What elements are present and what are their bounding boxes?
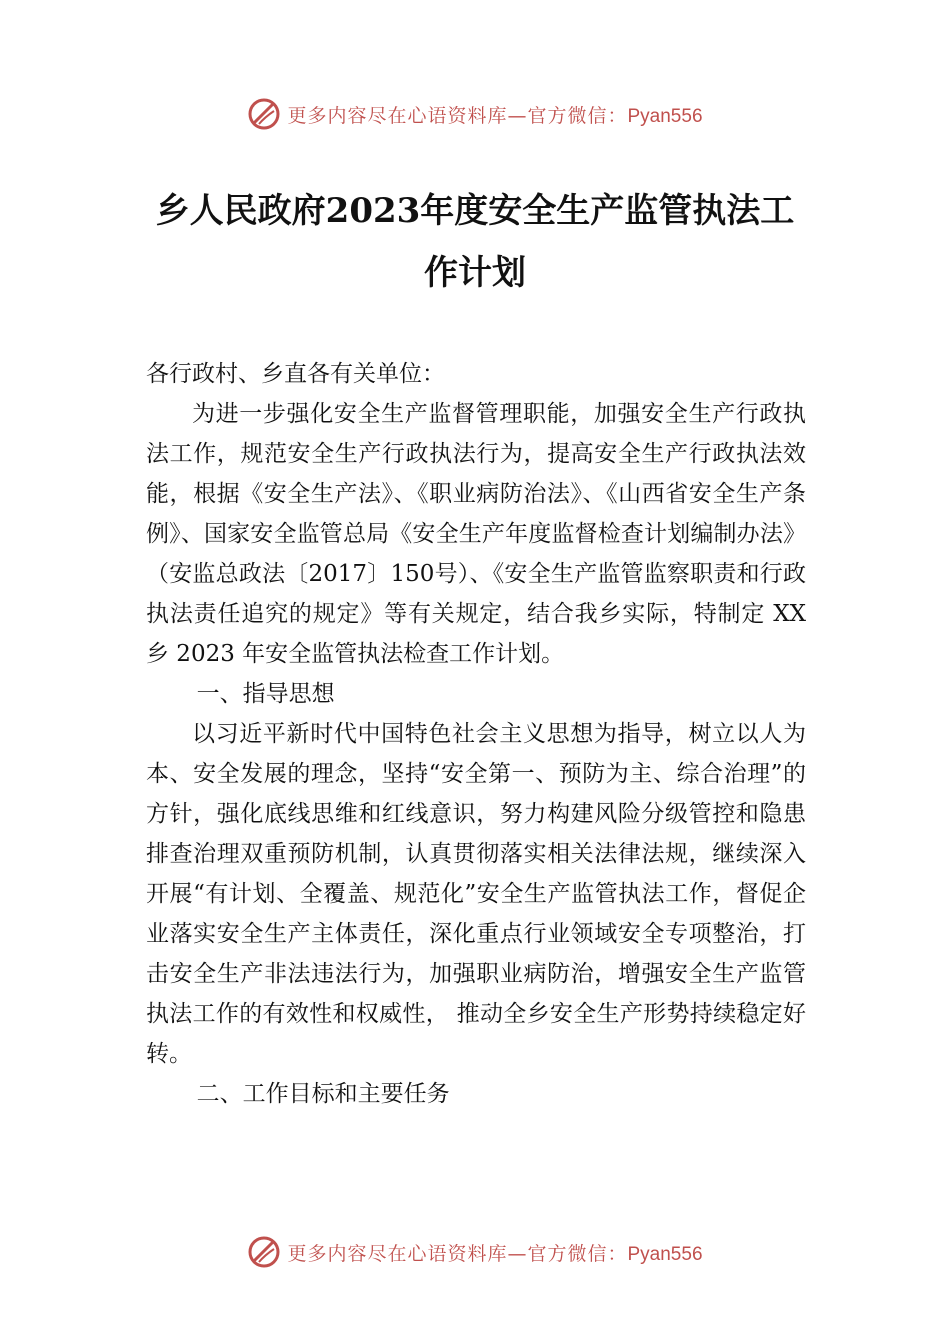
intro-paragraph: 为进一步强化安全生产监督管理职能，加强安全生产行政执法工作，规范安全生产行政执法行为，提高安全生产行政执法效能，根据《安全生产法》、《职业病防治法》、《山西省安全生产条例》、国家安全监管总局《安全生产年度监督检查计划编制办法》（安监总政法〔2017〕150号）、《安全生产监管监察职责和行政执法责任追究的规定》等有关规定，结合我乡实际，特制定 XX 乡 2023 年安全监管执法检查工作计划。 <box>146 401 806 667</box>
document-body <box>146 354 806 1114</box>
section-1-heading: 一、指导思想 <box>196 681 335 707</box>
section-1-paragraph: 以习近平新时代中国特色社会主义思想为指导，树立以人为本、安全发展的理念，坚持“安全第一、预防为主、综合治理”的方针，强化底线思维和红线意识，努力构建风险分级管控和隐患排查治理双重预防机制，认真贯彻落实相关法律法规，继续深入开展“有计划、全覆盖、规范化”安全生产监管执法工作，督促企业落实安全生产主体责任，深化重点行业领域安全专项整治，打击安全生产非法违法行为，加强职业病防治，增强安全生产监管执法工作的有效性和权威性， 推动全乡安全生产形势持续稳定好转。 <box>146 721 806 1067</box>
brush-logo-icon <box>247 1235 281 1269</box>
watermark-text <box>287 101 702 128</box>
wechat-id: Pyan556 <box>627 105 703 127</box>
watermark-banner-bottom <box>0 1232 950 1272</box>
brush-logo-icon <box>247 97 281 131</box>
watermark-label: 更多内容尽在心语资料库—官方微信： <box>287 104 628 127</box>
section-2-heading: 二、工作目标和主要任务 <box>196 1081 450 1107</box>
wechat-id: Pyan556 <box>627 1243 703 1265</box>
title-line-1: 乡人民政府2023年度安全生产监管执法工 <box>155 191 795 231</box>
salutation: 各行政村、乡直各有关单位： <box>146 361 445 387</box>
watermark-banner-top <box>0 94 950 134</box>
document-title <box>140 180 810 304</box>
title-line-2: 作计划 <box>424 253 526 293</box>
watermark-label: 更多内容尽在心语资料库—官方微信： <box>287 1242 628 1265</box>
watermark-text <box>287 1239 702 1266</box>
